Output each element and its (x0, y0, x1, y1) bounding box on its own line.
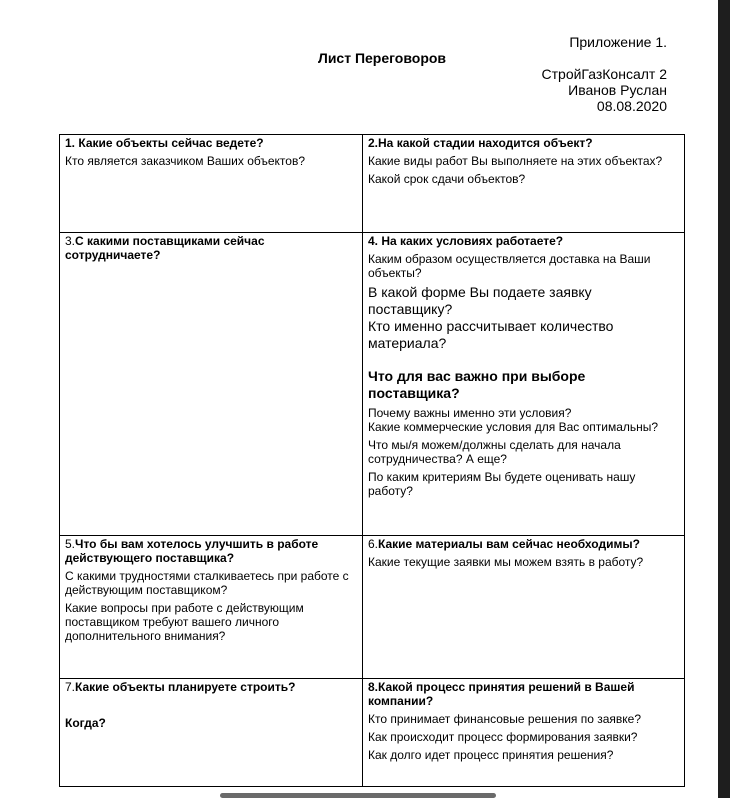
block-4-question-6: Что мы/я можем/должны сделать для начала сотрудничества? А еще? (368, 438, 621, 466)
block-7-subtitle: Когда? (65, 716, 106, 730)
company-name: СтройГазКонсалт 2 (541, 66, 667, 82)
block-8-question-1: Кто принимает финансовые решения по заявке? (368, 712, 642, 726)
block-2-question-1: Какие виды работ Вы выполняете на этих объектах? (368, 154, 663, 168)
block-7-cell (60, 679, 363, 787)
block-5-title: 5.Что бы вам хотелось улучшить в работе действующего поставщика? (65, 537, 319, 565)
block-5-question-1: С какими трудностями сталкиваетесь при работе с действующим поставщиком? (65, 569, 349, 597)
block-6-question: Какие текущие заявки мы можем взять в работу? (368, 555, 644, 569)
block-6-cell (363, 536, 685, 679)
block-8-question-2: Как происходит процесс формирования заявки? (368, 730, 638, 744)
block-4-title: 4. На каких условиях работаете? (368, 234, 564, 248)
block-4-subtitle: Что для вас важно при выборе поставщика? (368, 368, 586, 401)
block-4-question-4: Почему важны именно эти условия? (368, 406, 572, 420)
block-1-cell (60, 135, 363, 233)
block-3-cell (60, 233, 363, 536)
page-title: Лист Переговоров (318, 50, 447, 66)
block-4-question-5: Какие коммерческие условия для Вас оптимальны? (368, 420, 659, 434)
appendix-label: Приложение 1. (569, 34, 667, 50)
block-5-question-2: Какие вопросы при работе с действующим поставщиком требуют вашего личного дополнительного внимания? (65, 601, 304, 643)
block-1-title: 1. Какие объекты сейчас ведете? (65, 136, 264, 150)
block-7-title: 7.Какие объекты планируете строить? (65, 680, 296, 694)
block-4-question-3: Кто именно рассчитывает количество материала? (368, 318, 614, 351)
block-8-title: 8.Какой процесс принятия решений в Вашей компании? (368, 680, 635, 708)
header-info (542, 66, 667, 114)
block-4-question-2: В какой форме Вы подаете заявку поставщику? (368, 284, 592, 317)
table-row (60, 679, 685, 787)
block-5-cell (60, 536, 363, 679)
block-4-cell (363, 233, 685, 536)
horizontal-scrollbar[interactable] (220, 793, 496, 798)
table-row (60, 233, 685, 536)
block-6-title: 6.Какие материалы вам сейчас необходимы? (368, 537, 640, 551)
person-name: Иванов Руслан (568, 82, 667, 98)
block-2-question-2: Какой срок сдачи объектов? (368, 172, 526, 186)
block-8-question-3: Как долго идет процесс принятия решения? (368, 748, 614, 762)
block-3-title: 3.С какими поставщиками сейчас сотрудничаете? (65, 234, 265, 262)
block-4-question-1: Каким образом осуществляется доставка на Ваши объекты? (368, 252, 651, 280)
block-8-cell (363, 679, 685, 787)
questions-table (59, 134, 685, 787)
block-1-question: Кто является заказчиком Ваших объектов? (65, 154, 305, 168)
document-date: 08.08.2020 (596, 98, 667, 114)
table-row (60, 135, 685, 233)
block-2-cell (363, 135, 685, 233)
block-2-title: 2.На какой стадии находится объект? (368, 136, 593, 150)
table-row (60, 536, 685, 679)
viewer-background (718, 0, 730, 798)
block-4-question-7: По каким критериям Вы будете оценивать нашу работу? (368, 470, 636, 498)
